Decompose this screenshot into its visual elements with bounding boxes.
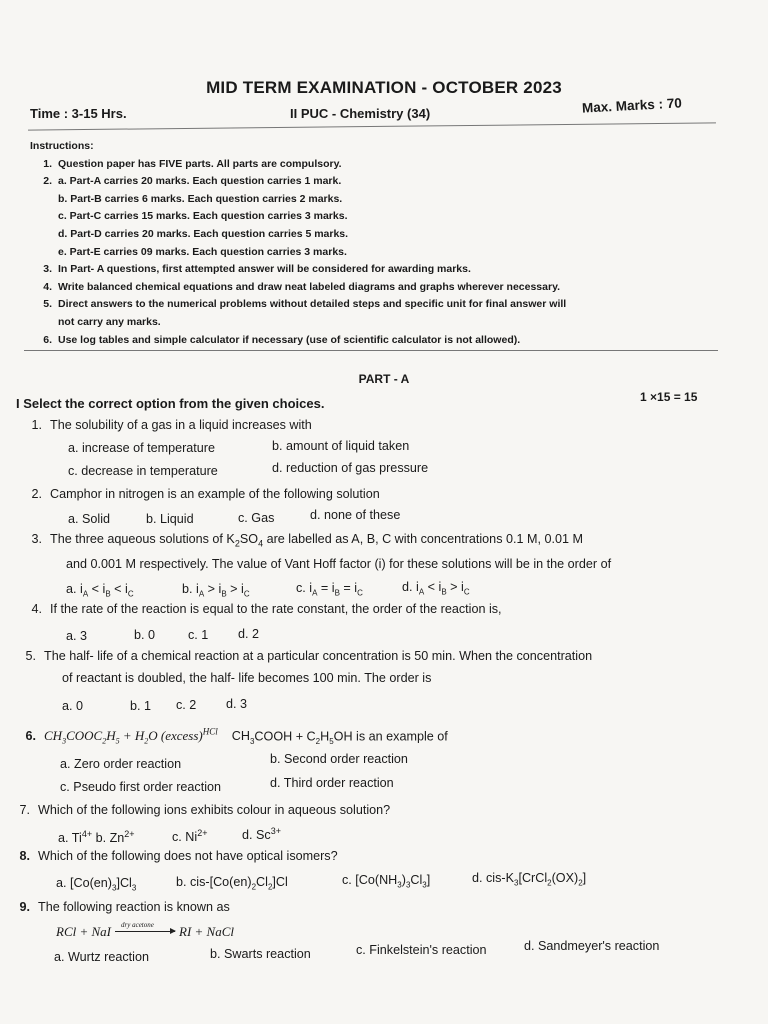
instruction-item: 5. Direct answers to the numerical problems without detailed steps and specific unit for final answer will — [43, 298, 567, 311]
q1-option-b: b. amount of liquid taken — [272, 439, 410, 453]
q4-option-b: b. 0 — [134, 628, 156, 642]
q3-option-a: a. $i_A < i_B < i_C$ — [66, 582, 134, 599]
instruction-item: 1. Question paper has FIVE parts. All parts are compulsory. — [43, 157, 342, 170]
q9-option-d: d. Sandmeyer's reaction — [524, 939, 660, 953]
q3-option-c: c. $i_A = i_B = i_C$ — [296, 581, 363, 598]
q9-option-b: b. Swarts reaction — [210, 947, 311, 961]
header-divider — [28, 122, 716, 130]
question-3: 3. The three aqueous solutions of $K_2SO_4$ are labelled as A, B, C with concentrations 0.1 M, 0.01 M — [31, 532, 583, 549]
question-7: 7. Which of the following ions exhibits colour in aqueous solution? — [19, 803, 391, 817]
exam-time: Time : 3-15 Hrs. — [30, 106, 127, 121]
q8-option-a: a. $[Co(en)_3]Cl_3$ — [56, 876, 137, 893]
instruction-item: c. Part-C carries 15 marks. Each question carries 3 marks. — [58, 210, 348, 223]
q9-option-c: c. Finkelstein's reaction — [356, 943, 487, 957]
q4-option-a: a. 3 — [66, 629, 88, 643]
q5-option-d: d. 3 — [226, 697, 248, 711]
q4-option-c: c. 1 — [188, 628, 209, 642]
q8-option-b: b. cis-$[Co(en)_2Cl_2]Cl$ — [176, 875, 288, 892]
question-5-line-2: of reactant is doubled, the half- life becomes 100 min. The order is — [62, 671, 432, 685]
section-heading: I Select the correct option from the given choices. — [16, 396, 325, 411]
q1-option-a: a. increase of temperature — [68, 441, 216, 455]
exam-title: MID TERM EXAMINATION - OCTOBER 2023 — [206, 78, 562, 97]
q3-option-b: b. $i_A > i_B > i_C$ — [182, 582, 250, 599]
question-5: 5. The half- life of a chemical reaction at a particular concentration is 50 min. When the concentration — [25, 649, 593, 663]
q2-option-a: a. Solid — [68, 512, 111, 526]
q6-option-c: c. Pseudo first order reaction — [60, 780, 221, 794]
instructions-block — [30, 138, 566, 349]
q2-option-b: b. Liquid — [146, 512, 194, 526]
question-3-line-2: and 0.001 M respectively. The value of Vant Hoff factor (i) for these solutions will be in the order of — [66, 557, 612, 571]
q5-option-b: b. 1 — [130, 699, 152, 713]
q1-option-c: c. decrease in temperature — [68, 464, 218, 478]
instructions-divider — [24, 350, 718, 351]
max-marks: Max. Marks : 70 — [581, 95, 683, 116]
q5-option-c: c. 2 — [176, 698, 197, 712]
q6-option-b: b. Second order reaction — [270, 752, 408, 766]
question-8: 8. Which of the following does not have optical isomers? — [19, 849, 338, 863]
instructions-heading: Instructions: — [30, 140, 94, 152]
q2-option-c: c. Gas — [238, 511, 275, 525]
reaction-arrow-icon: dry acetone — [115, 931, 175, 932]
q6-option-a: a. Zero order reaction — [60, 757, 182, 771]
instruction-item: e. Part-E carries 09 marks. Each question carries 3 marks. — [58, 245, 347, 258]
q4-option-d: d. 2 — [238, 627, 260, 641]
exam-subject: II PUC - Chemistry (34) — [290, 106, 431, 121]
question-2: 2. Camphor in nitrogen is an example of the following solution — [31, 487, 380, 501]
instruction-item: 6. Use log tables and simple calculator if necessary (use of scientific calculator is not allowed). — [43, 333, 521, 346]
question-9: 9. The following reaction is known as — [19, 900, 230, 914]
instruction-item: 2. a. Part-A carries 20 marks. Each question carries 1 mark. — [43, 175, 342, 188]
question-1: 1. The solubility of a gas in a liquid increases with — [31, 418, 312, 432]
instruction-item: 3. In Part- A questions, first attempted answer will be considered for awarding marks. — [43, 263, 471, 276]
q7-option-c: c. $Ni^{2+}$ — [172, 828, 208, 845]
q3-option-d: d. $i_A < i_B > i_C$ — [402, 580, 470, 597]
instruction-item: 4. Write balanced chemical equations and draw neat labeled diagrams and graphs wherever necessary. — [43, 280, 561, 293]
q9-option-a: a. Wurtz reaction — [54, 950, 149, 964]
q9-equation: RCl + NaI dry acetone RI + NaCl — [56, 921, 234, 939]
q6-option-d: d. Third order reaction — [270, 776, 394, 790]
question-6: 6. $CH_3COOC_2H_5 + H_2O$ (excess)$^{HCl}$ $CH_3COOH + C_2H_5OH$ is an example of — [25, 727, 448, 746]
instruction-item: not carry any marks. — [58, 315, 161, 328]
q8-option-d: d. cis-$K_3[CrCl_2(OX)_2]$ — [472, 871, 587, 888]
part-a-heading: PART - A — [358, 372, 410, 386]
section-marks: 1 ×15 = 15 — [640, 390, 698, 404]
q1-option-d: d. reduction of gas pressure — [272, 461, 429, 475]
instruction-item: b. Part-B carries 6 marks. Each question carries 2 marks. — [58, 192, 343, 205]
q2-option-d: d. none of these — [310, 508, 401, 522]
instruction-item: d. Part-D carries 20 marks. Each question carries 5 marks. — [58, 227, 349, 240]
question-4: 4. If the rate of the reaction is equal to the rate constant, the order of the reaction is, — [31, 602, 502, 616]
q8-option-c: c. $[Co(NH_3)_3Cl_3]$ — [342, 873, 431, 890]
q7-option-d: d. $Sc^{3+}$ — [242, 826, 281, 843]
q5-option-a: a. 0 — [62, 699, 84, 713]
q7-option-a-b: a. $Ti^{4+}$ b. $Zn^{2+}$ — [58, 829, 135, 846]
